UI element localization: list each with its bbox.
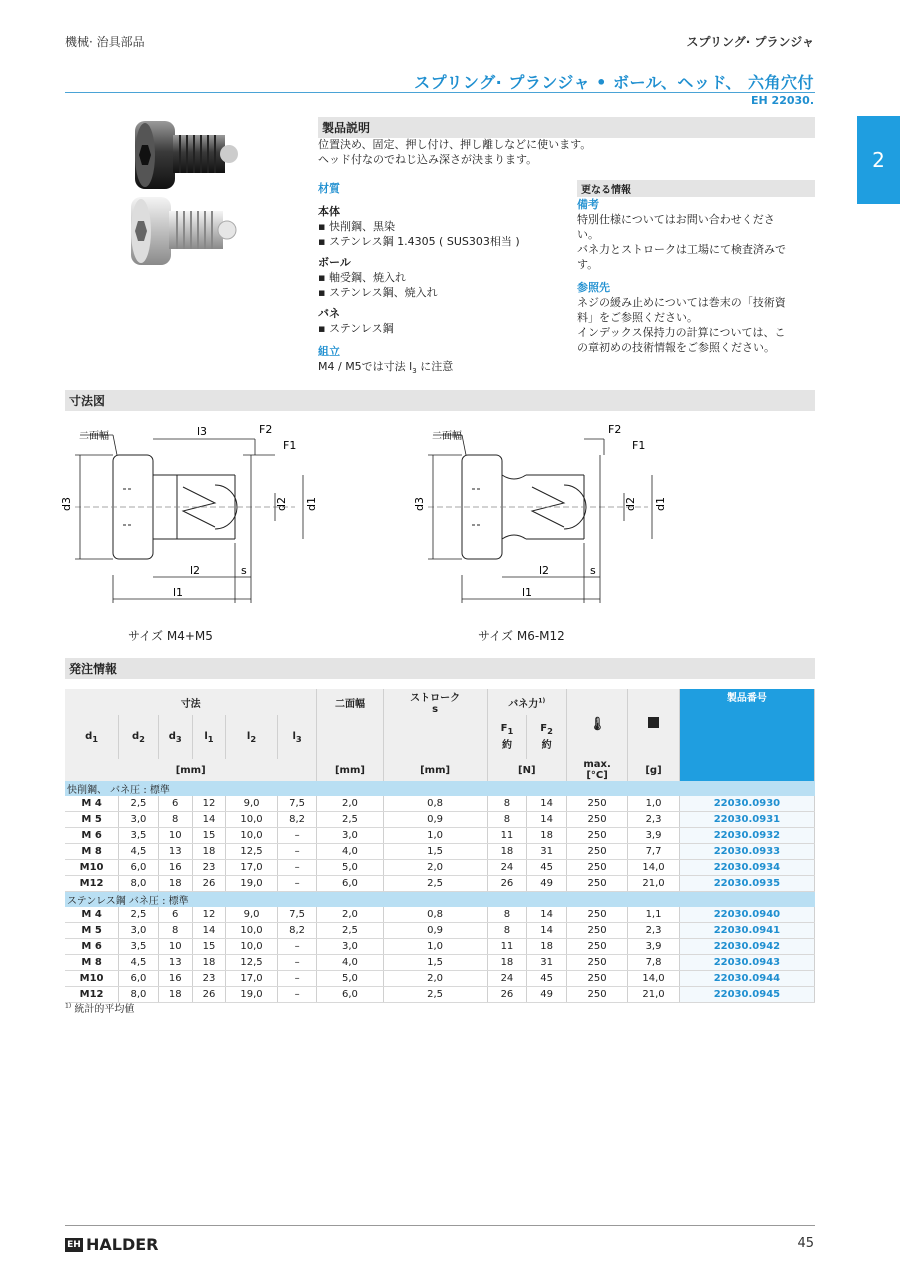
plunger-stainless <box>131 197 236 265</box>
body-item: ▪ ステンレス鋼 1.4305 ( SUS303相当 ) <box>318 235 520 248</box>
sub-d1 <box>65 715 119 759</box>
part-number-cell[interactable]: 22030.0944 <box>679 971 814 987</box>
table-cell: 2,5 <box>119 796 159 812</box>
drawing-label-s: s <box>241 564 247 577</box>
sub-f2-index: 2 <box>547 726 553 736</box>
table-cell: 250 <box>566 971 627 987</box>
sub-d3 <box>158 715 192 759</box>
table-cell: 16 <box>158 860 192 876</box>
sub-l2-label: l <box>246 730 251 742</box>
table-row <box>65 844 815 860</box>
table-cell: 8,2 <box>277 923 317 939</box>
table-cell: 15 <box>192 828 226 844</box>
unit-temp-max: max. <box>583 759 611 770</box>
table-cell: 3,9 <box>628 828 680 844</box>
table-cell: 250 <box>566 860 627 876</box>
description-line: 位置決め、固定、押し付け、押し離しなどに使います。 <box>318 138 592 151</box>
table-cell: 2,0 <box>383 860 487 876</box>
table-cell: 3,0 <box>317 939 383 955</box>
table-cell: 11 <box>487 828 527 844</box>
table-cell: 26 <box>192 876 226 892</box>
ball-label: ボール <box>318 256 351 269</box>
table-cell: 2,5 <box>119 907 159 923</box>
sub-stroke-empty <box>383 715 487 759</box>
table-cell: 45 <box>527 860 567 876</box>
table-cell: 10 <box>158 828 192 844</box>
sub-f2-label: F <box>540 723 548 734</box>
material-section <box>318 181 558 379</box>
col-spring-force <box>487 689 566 715</box>
table-cell: 250 <box>566 876 627 892</box>
table-cell: 3,0 <box>119 812 159 828</box>
description-line: ヘッド付なのでねじ込み深さが決まります。 <box>318 153 538 166</box>
drawing2-label-f1: F1 <box>632 439 646 452</box>
drawing-m6-m12 <box>413 415 718 615</box>
unit-dim: [mm] <box>65 759 317 781</box>
table-cell: 8 <box>487 796 527 812</box>
drawing2-label-f2: F2 <box>608 423 622 436</box>
table-cell: 0,9 <box>383 923 487 939</box>
table-cell: 24 <box>487 971 527 987</box>
sub-d2-index: 2 <box>139 733 145 744</box>
col-stroke-label: ストローク <box>410 693 461 704</box>
table-cell: 2,5 <box>317 812 383 828</box>
thread-size-cell: M10 <box>65 971 119 987</box>
table-cell: 15 <box>192 939 226 955</box>
drawing2-label-s: s <box>590 564 596 577</box>
table-cell: 18 <box>527 828 567 844</box>
drawing2-label-l1: l1 <box>522 586 533 599</box>
table-cell: 19,0 <box>226 987 278 1003</box>
table-cell: 49 <box>527 876 567 892</box>
table-cell: – <box>277 860 317 876</box>
table-cell: 7,5 <box>277 907 317 923</box>
table-cell: 23 <box>192 860 226 876</box>
part-number-cell[interactable]: 22030.0940 <box>679 907 814 923</box>
table-row <box>65 987 815 1003</box>
header-section: スプリング· プランジャ <box>686 35 814 49</box>
thread-size-cell: M 8 <box>65 955 119 971</box>
table-cell: 5,0 <box>317 971 383 987</box>
sub-f1-index: 1 <box>507 726 514 736</box>
table-cell: 2,0 <box>383 971 487 987</box>
sub-d1-label: d <box>85 730 93 742</box>
table-cell: – <box>277 828 317 844</box>
table-cell: 1,1 <box>628 907 680 923</box>
table-cell: – <box>277 987 317 1003</box>
table-cell: 14 <box>527 812 567 828</box>
table-cell: 2,3 <box>628 923 680 939</box>
sub-d2-label: d <box>131 730 140 742</box>
col-stroke-sub: s <box>432 704 439 715</box>
table-cell: 3,0 <box>317 828 383 844</box>
table-cell: 0,8 <box>383 796 487 812</box>
table-group-row <box>65 781 815 796</box>
part-number-cell[interactable]: 22030.0934 <box>679 860 814 876</box>
sub-d3-index: 3 <box>175 733 182 744</box>
table-cell: 24 <box>487 860 527 876</box>
table-cell: 3,5 <box>119 939 159 955</box>
table-cell: 3,5 <box>119 828 159 844</box>
note-line: い。 <box>577 228 599 241</box>
caption-m6-m12: サイズ M6-M12 <box>478 629 565 643</box>
ref-line: ネジの緩み止めについては巻末の「技術資 <box>577 296 786 309</box>
plunger-black <box>135 121 238 189</box>
unit-temp-label: [°C] <box>586 770 608 781</box>
thread-size-cell: M 5 <box>65 923 119 939</box>
table-cell: 7,7 <box>628 844 680 860</box>
caption-m4-m5: サイズ M4+M5 <box>128 629 213 643</box>
part-number-cell[interactable]: 22030.0930 <box>679 796 814 812</box>
more-info-heading: 更なる情報 <box>577 180 815 197</box>
table-cell: 12,5 <box>226 955 278 971</box>
drawing-label-af: 二面幅 <box>79 431 109 442</box>
footnote-text: 統計的平均値 <box>74 1004 135 1015</box>
material-heading: 材質 <box>318 182 340 195</box>
table-cell: 9,0 <box>226 907 278 923</box>
table-cell: 18 <box>487 844 527 860</box>
table-cell: 12 <box>192 907 226 923</box>
table-cell: 6,0 <box>119 860 159 876</box>
table-group-label: 快削鋼、 バネ圧 : 標準 <box>65 781 815 796</box>
note-line: 特別仕様についてはお問い合わせくださ <box>577 213 775 226</box>
page-title: スプリング· プランジャ • ボール、ヘッド、 六角穴付 <box>414 73 814 92</box>
drawing-label-l2: l2 <box>190 564 201 577</box>
unit-temp <box>566 759 627 781</box>
more-info-section <box>577 180 815 355</box>
assembly-sub: 3 <box>412 367 417 376</box>
table-cell: 8,0 <box>119 987 159 1003</box>
table-cell: 4,5 <box>119 955 159 971</box>
ref-line: インデックス保持力の計算については、こ <box>577 326 786 339</box>
table-cell: 18 <box>192 844 226 860</box>
part-number-cell[interactable]: 22030.0933 <box>679 844 814 860</box>
sub-f1-approx: 約 <box>501 740 512 751</box>
thread-size-cell: M 4 <box>65 796 119 812</box>
table-row <box>65 971 815 987</box>
table-cell: 13 <box>158 844 192 860</box>
ref-line: 料」をご参照ください。 <box>577 311 698 324</box>
col-across-flats: 二面幅 <box>317 689 383 715</box>
page-number: 45 <box>797 1236 814 1251</box>
table-cell: 7,8 <box>628 955 680 971</box>
table-cell: 8,2 <box>277 812 317 828</box>
footnote <box>65 1000 134 1015</box>
thread-size-cell: M 5 <box>65 812 119 828</box>
assembly-heading: 組立 <box>318 345 340 358</box>
sub-f1 <box>487 715 527 759</box>
table-cell: 31 <box>527 955 567 971</box>
note-heading: 備考 <box>577 198 599 211</box>
table-group-row <box>65 892 815 908</box>
table-cell: 2,5 <box>383 987 487 1003</box>
drawing-label-d3: d3 <box>60 497 73 511</box>
body-label: 本体 <box>318 205 340 218</box>
col-weight <box>628 689 680 759</box>
table-row <box>65 955 815 971</box>
sub-d1-index: 1 <box>92 733 99 744</box>
col-group-dimensions: 寸法 <box>65 689 317 715</box>
table-group-label: ステンレス鋼 バネ圧 : 標準 <box>65 892 815 908</box>
thread-size-cell: M12 <box>65 876 119 892</box>
table-cell: 250 <box>566 987 627 1003</box>
drawing-label-d1: d1 <box>305 497 318 511</box>
table-cell: 4,5 <box>119 844 159 860</box>
table-cell: 17,0 <box>226 971 278 987</box>
ball-item: ▪ ステンレス鋼、焼入れ <box>318 286 438 299</box>
sub-l1 <box>192 715 226 759</box>
spring-label: バネ <box>318 307 340 320</box>
part-number-cell[interactable]: 22030.0945 <box>679 987 814 1003</box>
table-cell: 12 <box>192 796 226 812</box>
table-cell: 4,0 <box>317 844 383 860</box>
sub-f2-approx: 約 <box>541 740 552 751</box>
table-cell: – <box>277 844 317 860</box>
table-cell: 45 <box>527 971 567 987</box>
drawing2-label-l2: l2 <box>539 564 550 577</box>
table-row <box>65 860 815 876</box>
table-cell: 250 <box>566 955 627 971</box>
table-row <box>65 828 815 844</box>
table-cell: 4,0 <box>317 955 383 971</box>
note-line: バネ力とストロークは工場にて検査済みで <box>577 243 786 256</box>
table-cell: – <box>277 955 317 971</box>
table-cell: 5,0 <box>317 860 383 876</box>
table-cell: 1,5 <box>383 844 487 860</box>
sub-f2 <box>527 715 567 759</box>
table-cell: – <box>277 939 317 955</box>
table-cell: 10,0 <box>226 812 278 828</box>
table-row <box>65 796 815 812</box>
table-cell: – <box>277 971 317 987</box>
table-cell: 8 <box>487 812 527 828</box>
table-cell: 250 <box>566 828 627 844</box>
table-cell: 6,0 <box>317 876 383 892</box>
table-cell: 18 <box>192 955 226 971</box>
table-cell: 10 <box>158 939 192 955</box>
table-cell: 12,5 <box>226 844 278 860</box>
body-item: ▪ 快削鋼、黒染 <box>318 220 395 233</box>
table-cell: 6,0 <box>317 987 383 1003</box>
table-cell: 14 <box>527 796 567 812</box>
table-cell: 0,9 <box>383 812 487 828</box>
table-cell: 18 <box>487 955 527 971</box>
table-cell: 14,0 <box>628 860 680 876</box>
table-cell: 49 <box>527 987 567 1003</box>
note-line: す。 <box>577 258 599 271</box>
order-heading: 発注情報 <box>65 658 815 679</box>
thread-size-cell: M 6 <box>65 939 119 955</box>
unit-stroke: [mm] <box>383 759 487 781</box>
header-category: 機械· 治具部品 <box>65 35 145 49</box>
table-cell: 2,5 <box>317 923 383 939</box>
table-cell: 1,0 <box>628 796 680 812</box>
table-cell: 17,0 <box>226 860 278 876</box>
logo-mark: EH <box>65 1238 83 1252</box>
assembly-text <box>318 359 558 379</box>
footnote-sup: 1) <box>65 1002 72 1010</box>
sub-d2 <box>119 715 159 759</box>
table-cell: 14 <box>192 923 226 939</box>
table-cell: 7,5 <box>277 796 317 812</box>
assembly-tail: に注意 <box>416 360 454 373</box>
table-cell: 26 <box>487 876 527 892</box>
sub-af-empty <box>317 715 383 759</box>
thermometer-icon: 🌡 <box>588 716 606 732</box>
table-cell: 10,0 <box>226 828 278 844</box>
ball-item: ▪ 軸受鋼、焼入れ <box>318 271 406 284</box>
drawing-label-d2: d2 <box>275 497 288 511</box>
sub-l2-index: 2 <box>250 733 257 744</box>
table-cell: 9,0 <box>226 796 278 812</box>
table-cell: 1,0 <box>383 939 487 955</box>
col-part-number: 製品番号 <box>679 689 814 781</box>
sub-f1-label: F <box>500 723 508 734</box>
table-cell: 250 <box>566 844 627 860</box>
table-cell: 6 <box>158 907 192 923</box>
col-temperature <box>566 689 627 759</box>
ref-line: の章初めの技術情報をご参照ください。 <box>577 341 775 354</box>
table-cell: 14,0 <box>628 971 680 987</box>
table-row <box>65 812 815 828</box>
table-cell: – <box>277 876 317 892</box>
table-row <box>65 907 815 923</box>
unit-af: [mm] <box>317 759 383 781</box>
sub-l1-label: l <box>204 730 208 742</box>
table-cell: 6,0 <box>119 971 159 987</box>
table-cell: 1,5 <box>383 955 487 971</box>
drawing2-label-d3: d3 <box>413 497 426 511</box>
drawing2-label-d1: d1 <box>654 497 667 511</box>
col-spring-label: バネ力 <box>508 698 539 710</box>
table-cell: 10,0 <box>226 939 278 955</box>
table-cell: 21,0 <box>628 987 680 1003</box>
part-number-cell[interactable]: 22030.0943 <box>679 955 814 971</box>
description-heading: 製品説明 <box>318 117 815 138</box>
drawing-label-l3: l3 <box>197 425 208 438</box>
sub-l3-index: 3 <box>295 733 302 744</box>
table-cell: 8 <box>487 923 527 939</box>
table-cell: 250 <box>566 812 627 828</box>
table-cell: 250 <box>566 907 627 923</box>
table-cell: 8 <box>487 907 527 923</box>
title-rule <box>65 92 815 93</box>
sub-l2 <box>226 715 278 759</box>
product-code: EH 22030. <box>751 94 814 107</box>
table-cell: 0,8 <box>383 907 487 923</box>
drawing-label-f2: F2 <box>259 423 273 436</box>
table-cell: 11 <box>487 939 527 955</box>
description-text <box>318 137 591 167</box>
table-cell: 3,0 <box>119 923 159 939</box>
sub-l3-label: l <box>292 730 296 742</box>
assembly-text-main: M4 / M5では寸法 l <box>318 360 413 373</box>
table-row <box>65 923 815 939</box>
col-spring-sup: 1) <box>538 697 546 705</box>
thread-size-cell: M 4 <box>65 907 119 923</box>
table-cell: 21,0 <box>628 876 680 892</box>
table-cell: 1,0 <box>383 828 487 844</box>
unit-spring: [N] <box>487 759 566 781</box>
drawing-m4-m5 <box>60 415 365 615</box>
table-cell: 2,3 <box>628 812 680 828</box>
chapter-tab[interactable]: 2 <box>857 116 900 204</box>
table-row <box>65 876 815 892</box>
table-row <box>65 939 815 955</box>
weight-icon <box>648 717 659 728</box>
brand-logo <box>65 1235 159 1254</box>
table-cell: 2,0 <box>317 907 383 923</box>
table-cell: 18 <box>158 876 192 892</box>
table-cell: 31 <box>527 844 567 860</box>
thread-size-cell: M 8 <box>65 844 119 860</box>
table-cell: 26 <box>192 987 226 1003</box>
table-cell: 3,9 <box>628 939 680 955</box>
thread-size-cell: M10 <box>65 860 119 876</box>
footer-rule <box>65 1225 815 1226</box>
table-cell: 23 <box>192 971 226 987</box>
table-cell: 8 <box>158 812 192 828</box>
spring-item: ▪ ステンレス鋼 <box>318 322 394 335</box>
drawing2-label-d2: d2 <box>624 497 637 511</box>
brand-name: HALDER <box>86 1235 159 1254</box>
unit-weight: [g] <box>628 759 680 781</box>
table-cell: 250 <box>566 796 627 812</box>
part-number-cell[interactable]: 22030.0935 <box>679 876 814 892</box>
table-cell: 10,0 <box>226 923 278 939</box>
table-cell: 2,0 <box>317 796 383 812</box>
col-stroke <box>383 689 487 715</box>
ref-heading: 参照先 <box>577 281 610 294</box>
drawing-label-f1: F1 <box>283 439 297 452</box>
table-cell: 18 <box>158 987 192 1003</box>
table-cell: 19,0 <box>226 876 278 892</box>
drawing2-label-af: 二面幅 <box>432 431 462 442</box>
order-table <box>65 689 815 1003</box>
drawing-heading: 寸法図 <box>65 390 815 411</box>
table-cell: 8,0 <box>119 876 159 892</box>
thread-size-cell: M 6 <box>65 828 119 844</box>
product-photo <box>125 113 245 273</box>
sub-l3 <box>277 715 317 759</box>
table-cell: 6 <box>158 796 192 812</box>
table-cell: 2,5 <box>383 876 487 892</box>
table-cell: 26 <box>487 987 527 1003</box>
table-cell: 14 <box>527 923 567 939</box>
table-cell: 8 <box>158 923 192 939</box>
table-cell: 14 <box>192 812 226 828</box>
thread-size-cell: M12 <box>65 987 119 1003</box>
table-cell: 18 <box>527 939 567 955</box>
part-number-cell[interactable]: 22030.0932 <box>679 828 814 844</box>
sub-d3-label: d <box>168 730 176 742</box>
part-number-cell[interactable]: 22030.0941 <box>679 923 814 939</box>
table-cell: 250 <box>566 939 627 955</box>
table-cell: 14 <box>527 907 567 923</box>
part-number-cell[interactable]: 22030.0931 <box>679 812 814 828</box>
table-cell: 13 <box>158 955 192 971</box>
part-number-cell[interactable]: 22030.0942 <box>679 939 814 955</box>
sub-l1-index: 1 <box>207 733 214 744</box>
table-cell: 250 <box>566 923 627 939</box>
drawing-label-l1: l1 <box>173 586 184 599</box>
table-cell: 16 <box>158 971 192 987</box>
